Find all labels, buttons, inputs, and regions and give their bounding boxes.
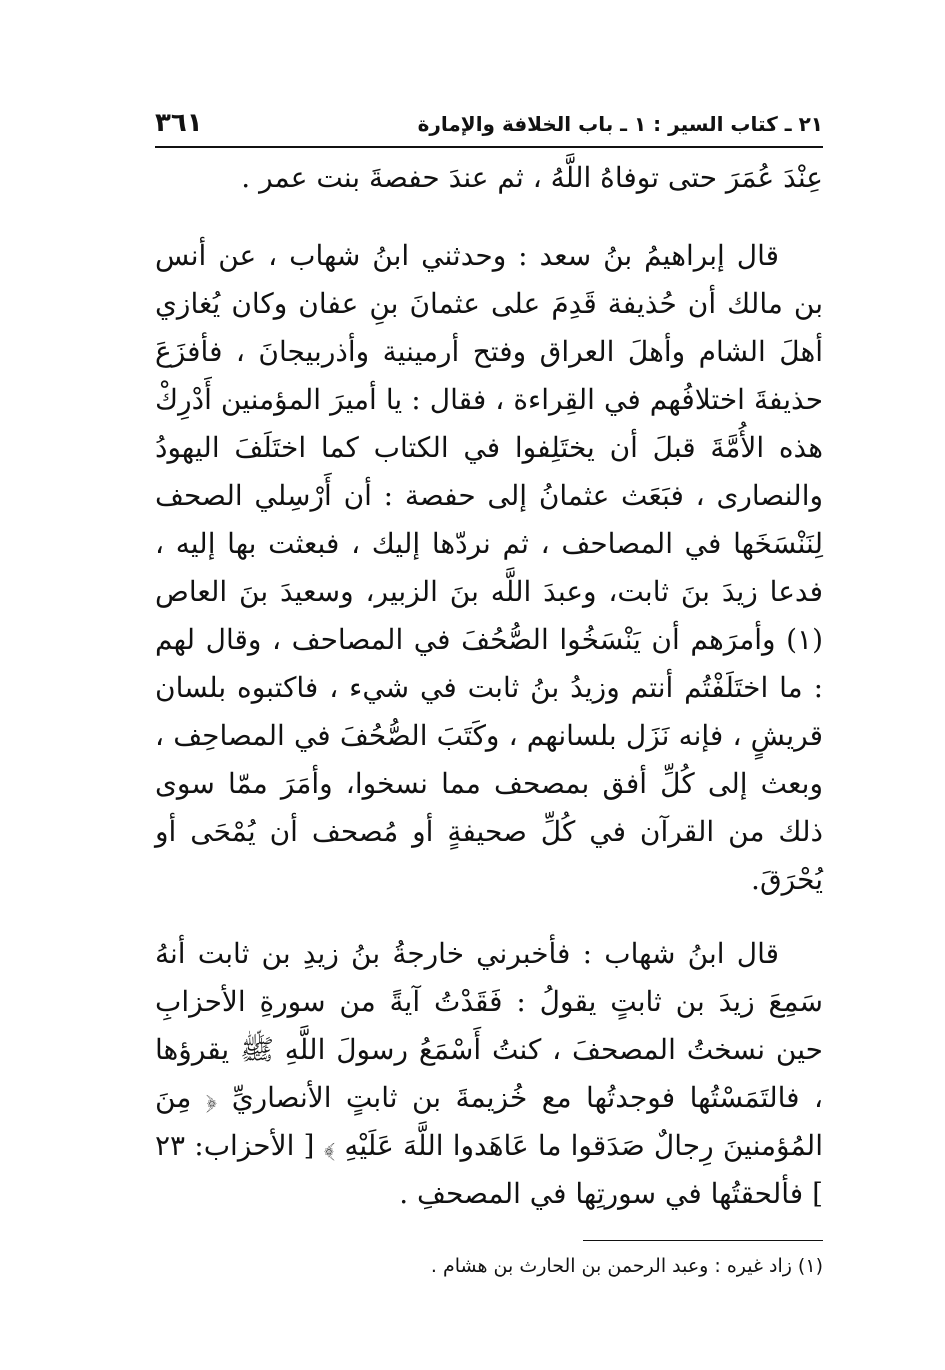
intro-line: عِنْدَ عُمَرَ حتى توفاهُ اللَّهُ ، ثم عندَ حفصةَ بنت عمر . xyxy=(241,161,823,194)
paragraph-1: قال إبراهيمُ بنُ سعد : وحدثني ابنُ شهاب ، عن أنس بن مالك أن حُذيفة قَدِمَ على عثمانَ بنِ عفان وكان يُغازي أهلَ الشام وأهلَ العراق وفتح أرمينية وأذربيجانَ ، فأفزَعَ حذيفةَ اختلافُهم في القِراءة ، فقال : يا أميرَ المؤمنين أَدْرِكْ هذه الأُمَّةَ قبلَ أن يختَلِفوا في الكتاب كما اختَلَفَ اليهودُ والنصارى ، فبَعَث عثمانُ إلى حفصة : أن أَرْسِلي الصحف لِنَنْسَخَها في المصاحف ، ثم نردّها إليك ، فبعثت بها إليه ، فدعا زيدَ بنَ ثابت، وعبدَ اللَّه بنَ الزبير، وسعيدَ بنَ العاص (١) وأمرَهم أن يَنْسَخُوا الصُّحُفَ في المصاحف ، وقال لهم : ما اختَلَفْتُم أنتم وزيدُ بنُ ثابت في شيء ، فاكتبوه بلسان قريشٍ ، فإنه نَزَل بلسانهم ، وكَتَبَ الصُّحُفَ في المصاحِف ، وبعث إلى كُلِّ أفق بمصحف مما نسخوا، وأمَرَ ممّا سوى ذلك من القرآن في كُلِّ صحيفةٍ أو مُصحف أن يُمْحَى أو يُحْرَقَ. xyxy=(155,239,823,896)
page-header xyxy=(155,100,823,148)
main-text xyxy=(155,154,823,1218)
chapter-title: ٢١ ـ كتاب السير : ١ ـ باب الخلافة والإمارة xyxy=(417,112,823,136)
paragraph-2: قال ابنُ شهاب : فأخبرني خارجةُ بنُ زيدِ بن ثابت أنهُ سَمِعَ زيدَ بن ثابتٍ يقولُ : فَقَدْتُ آيةً من سورةِ الأحزابِ حين نسختُ المصحفَ ، كنتُ أَسْمَعُ رسولَ اللَّهِ ﷺ يقرؤها ، فالتَمَسْتُها فوجدتُها مع خُزيمةَ بن ثابتٍ الأنصاريِّ ﴿ مِنَ المُؤمنينَ رِجالٌ صَدَقوا ما عَاهَدوا اللَّهَ عَلَيْهِ ﴾ [ الأحزاب: ٢٣ ] فألحقتُها في سورتِها في المصحفِ . xyxy=(155,937,823,1210)
footnote: (١) زاد غيره : وعبد الرحمن بن الحارث بن هشام . xyxy=(430,1255,823,1277)
footnote-divider xyxy=(583,1240,823,1241)
page-number: ٣٦١ xyxy=(155,108,203,138)
book-page xyxy=(155,100,823,1281)
